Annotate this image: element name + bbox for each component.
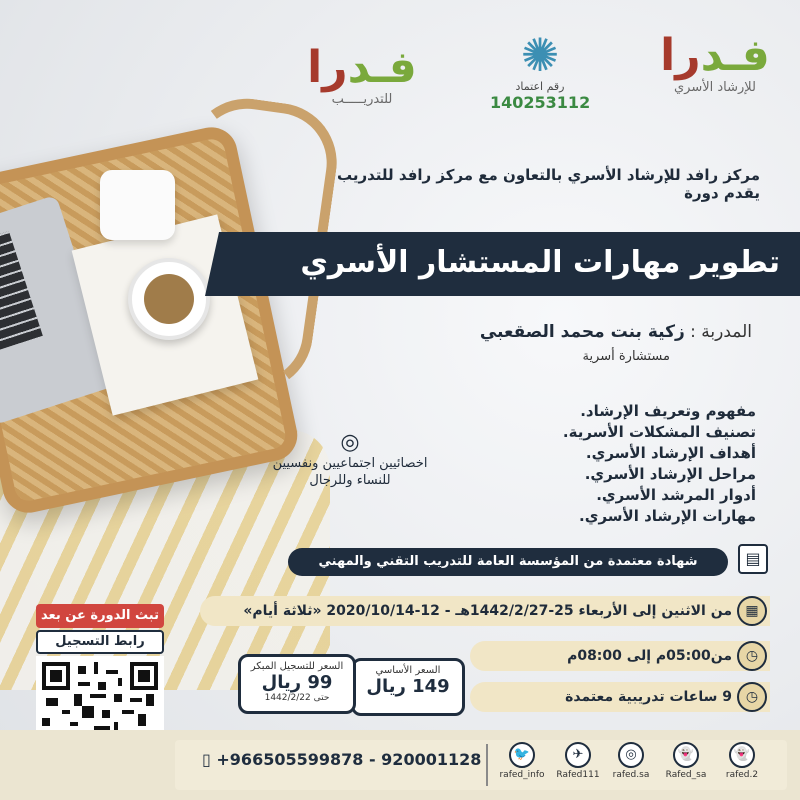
social-twitter[interactable]: 🐦 rafed_info — [494, 742, 550, 780]
social-snapchat[interactable]: 👻 Rafed_sa — [658, 742, 714, 780]
certificate-icon: ▤ — [738, 544, 768, 574]
phone-numbers[interactable]: ▯ +966505599878 - 920001128 — [202, 750, 482, 769]
social-snapchat-2[interactable]: 👻 rafed.2 — [714, 742, 770, 780]
social-instagram[interactable]: ◎ rafed.sa — [603, 742, 659, 780]
intro-text: مركز رافد للإرشاد الأسري بالتعاون مع مركز رافد للتدريب يقدم دورة — [337, 166, 760, 202]
rafed-family-counseling-logo: فـدرا للإرشاد الأسري — [660, 30, 770, 95]
trainer-line: المدربة : زكية بنت محمد الصقعبي — [479, 322, 752, 342]
calendar-icon: ▦ — [737, 596, 767, 626]
list-item: مفهوم وتعريف الإرشاد. — [438, 402, 758, 423]
hours-row: 9 ساعات تدريبية معتمدة — [470, 682, 770, 712]
clock-icon-2: ◷ — [737, 682, 767, 712]
registration-link[interactable]: رابط التسجيل — [36, 630, 164, 654]
instagram-icon: ◎ — [618, 742, 644, 768]
telegram-icon: ✈ — [565, 742, 591, 768]
list-item: أدوار المرشد الأسري. — [438, 486, 758, 507]
time-row: من05:00م إلى 08:00م — [470, 641, 770, 671]
course-title: تطوير مهارات المستشار الأسري — [300, 245, 780, 280]
list-item: مراحل الإرشاد الأسري. — [438, 465, 758, 486]
target-audience: ◎ اخصائيين اجتماعيين ونفسيين للنساء وللرجال — [250, 430, 450, 489]
tea-cup-decoration — [128, 258, 210, 340]
trainer-name: زكية بنت محمد الصقعبي — [479, 322, 685, 342]
date-row: من الاثنين إلى الأربعاء 25-1442/2/27هـ - 12-2020/10/14 «ثلاثة أيام» — [200, 596, 770, 626]
early-price-card: السعر للتسجيل المبكر 99 ريال حتى 1442/2/22 — [238, 654, 356, 714]
snapchat-icon: 👻 — [673, 742, 699, 768]
rafed-training-logo: فـدرا للتدريـــــب — [307, 42, 417, 107]
clock-icon: ◷ — [737, 641, 767, 671]
certificate-banner: شهادة معتمدة من المؤسسة العامة للتدريب التقني والمهني — [288, 548, 728, 576]
trainer-role: مستشارة أسرية — [582, 349, 670, 364]
star-emblem-icon: ✺ — [520, 28, 560, 82]
milk-jug-decoration — [100, 170, 175, 240]
basic-price-card: السعر الأساسي 149 ريال — [351, 658, 465, 716]
list-item: تصنيف المشكلات الأسرية. — [438, 423, 758, 444]
phone-icon: ▯ — [202, 750, 211, 769]
snapchat-icon-2: 👻 — [729, 742, 755, 768]
twitter-icon: 🐦 — [509, 742, 535, 768]
online-broadcast-badge: تبث الدورة عن بعد — [36, 604, 164, 628]
social-telegram[interactable]: ✈ Rafed111 — [550, 742, 606, 780]
list-item: أهداف الإرشاد الأسري. — [438, 444, 758, 465]
accreditation-badge: ✺ رقم اعتماد 140253112 — [490, 28, 591, 112]
target-icon: ◎ — [340, 430, 360, 455]
footer-divider — [486, 744, 488, 786]
list-item: مهارات الإرشاد الأسري. — [438, 507, 758, 528]
topics-list — [438, 402, 758, 528]
